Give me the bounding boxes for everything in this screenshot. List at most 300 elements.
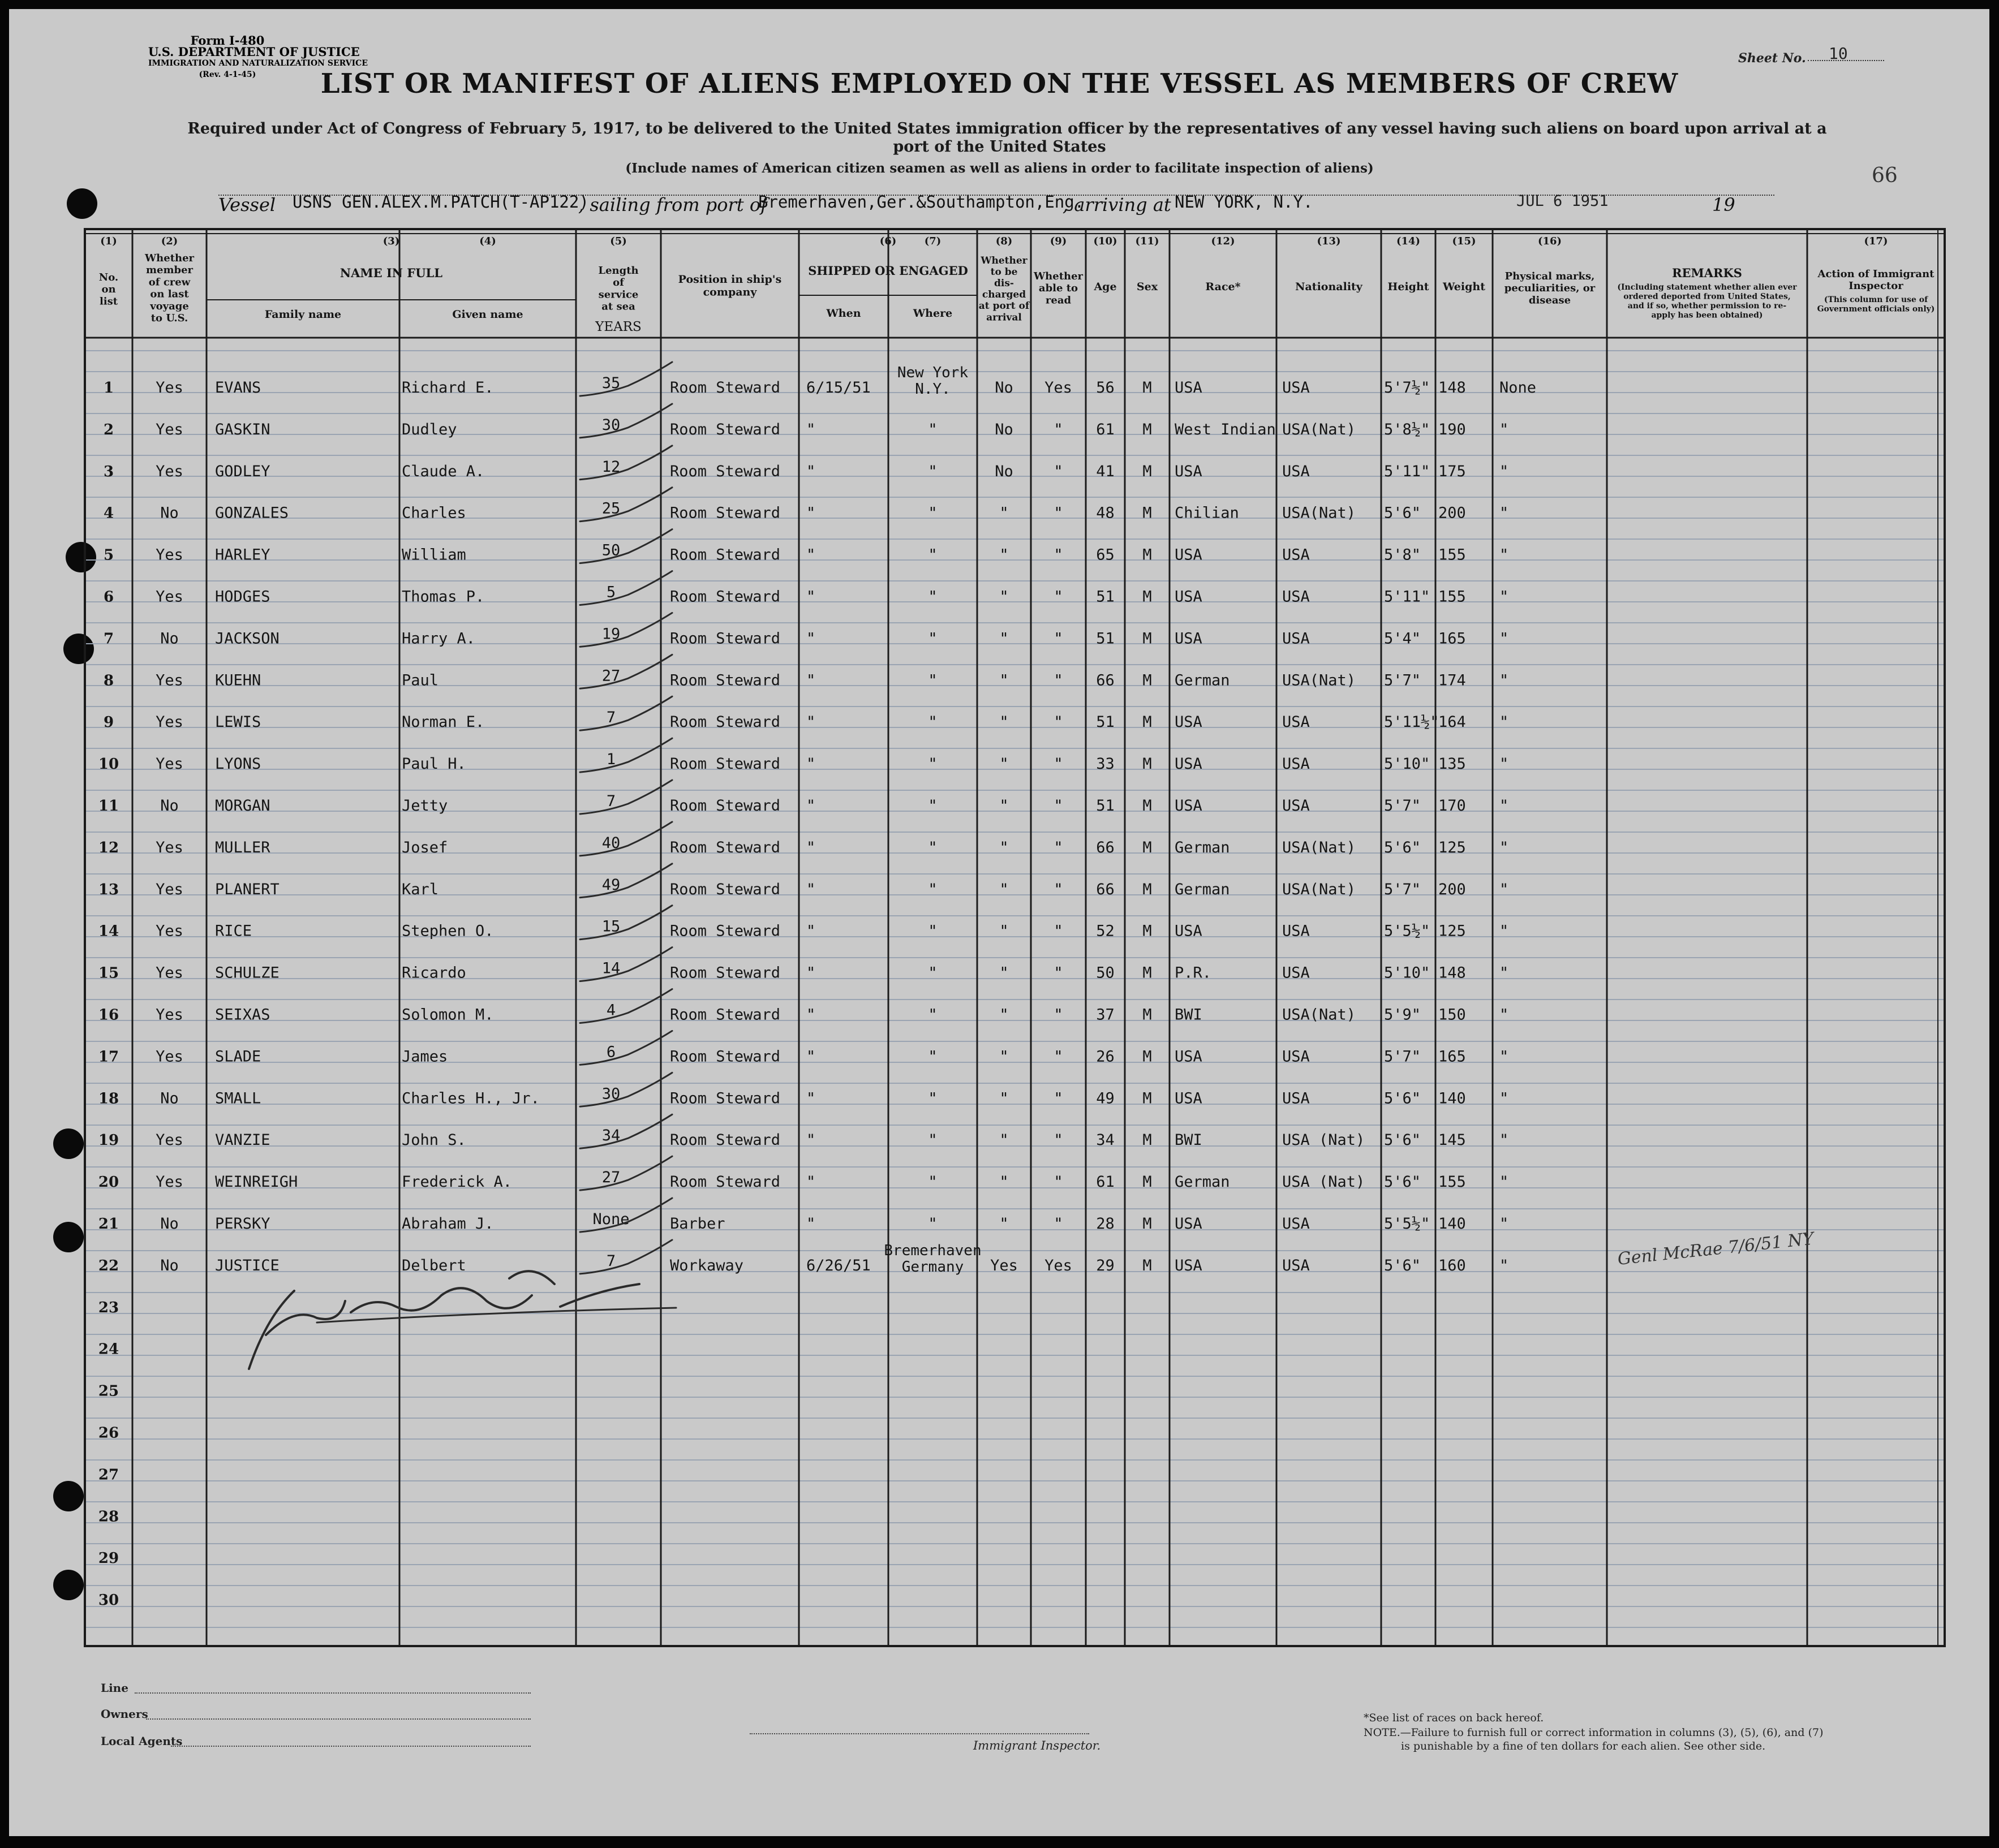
cell-able-to-read: " xyxy=(1054,588,1063,606)
cell-position: Room Steward xyxy=(670,1173,781,1191)
cell-weight: 164 xyxy=(1438,713,1466,731)
cell-height: 5'7" xyxy=(1384,797,1421,815)
cell-shipped-when: " xyxy=(806,1131,816,1149)
row-number: 11 xyxy=(98,798,119,815)
cell-able-to-read: " xyxy=(1054,880,1063,898)
column-number-6: (6) xyxy=(879,235,897,247)
cell-able-to-read: " xyxy=(1054,1173,1063,1191)
cell-nationality: USA(Nat) xyxy=(1282,838,1356,856)
row-number: 5 xyxy=(103,546,114,564)
cell-family-name: HODGES xyxy=(215,588,270,606)
cell-physical-marks: " xyxy=(1499,880,1509,898)
cell-sex: M xyxy=(1142,546,1152,564)
cell-shipped-when: " xyxy=(806,1215,816,1233)
header-years-unit: YEARS xyxy=(595,320,642,334)
row-number: 3 xyxy=(103,463,114,480)
cell-height: 5'6" xyxy=(1384,504,1421,522)
cell-discharged: " xyxy=(999,755,1009,773)
cell-weight: 155 xyxy=(1438,588,1466,606)
cell-height: 5'11" xyxy=(1384,462,1430,480)
cell-age: 26 xyxy=(1096,1048,1115,1066)
cell-height: 5'6" xyxy=(1384,1089,1421,1108)
cell-discharged: " xyxy=(999,1006,1009,1024)
header-race: Race* xyxy=(1205,281,1241,293)
cell-shipped-when: " xyxy=(806,1006,816,1024)
cell-family-name: MORGAN xyxy=(215,797,270,815)
note-penalty-cont: is punishable by a fine of ten dollars for each alien. See other side. xyxy=(1401,1740,1766,1752)
cell-discharged: " xyxy=(999,1131,1009,1149)
cell-age: 51 xyxy=(1096,630,1115,648)
cell-given-name: Richard E. xyxy=(402,379,494,397)
table-row xyxy=(98,1592,119,1609)
cell-shipped-when: " xyxy=(806,630,816,648)
row-number: 28 xyxy=(98,1508,119,1526)
note-races: *See list of races on back hereof. xyxy=(1364,1712,1544,1724)
cell-position: Room Steward xyxy=(670,462,781,480)
cell-nationality: USA xyxy=(1282,713,1310,731)
cell-shipped-where: Bremerhaven xyxy=(884,1242,982,1259)
cell-position: Room Steward xyxy=(670,755,781,773)
cell-height: 5'6" xyxy=(1384,1131,1421,1149)
cell-race: P.R. xyxy=(1175,964,1212,982)
subtitle-instructions: (Include names of American citizen seamen as well as aliens in order to facilitate inspection of aliens) xyxy=(625,161,1374,176)
cell-weight: 200 xyxy=(1438,880,1466,898)
cell-discharged: Yes xyxy=(990,1256,1018,1274)
header-name-in-full: NAME IN FULL xyxy=(339,266,443,280)
cell-nationality: USA(Nat) xyxy=(1282,671,1356,690)
header-age: Age xyxy=(1094,281,1117,293)
arriving-label: , arriving at xyxy=(1063,194,1171,216)
cell-years-service: 15 xyxy=(601,917,621,936)
column-number-7: (7) xyxy=(924,235,942,247)
cell-position: Room Steward xyxy=(670,588,781,606)
cell-family-name: SMALL xyxy=(215,1089,261,1108)
cell-age: 61 xyxy=(1096,420,1115,438)
cell-age: 51 xyxy=(1096,588,1115,606)
cell-able-to-read: " xyxy=(1054,713,1063,731)
header-remarks-note: (Including statement whether alien ever ordered deported from United States, and if so, whether permission to re-apply has been obtained) xyxy=(1617,283,1797,320)
cell-height: 5'5½" xyxy=(1384,1215,1430,1233)
cell-given-name: Frederick A. xyxy=(402,1173,513,1191)
cell-family-name: PERSKY xyxy=(215,1215,270,1233)
cell-sex: M xyxy=(1142,1048,1152,1066)
check-mark xyxy=(580,822,672,856)
cell-shipped-when: " xyxy=(806,588,816,606)
cell-crew-last-voyage: Yes xyxy=(156,1048,183,1066)
footer-line-field xyxy=(135,1692,531,1694)
cell-able-to-read: Yes xyxy=(1044,379,1072,397)
signature-underline xyxy=(317,1308,676,1323)
sheet-number: 10 xyxy=(1829,44,1848,63)
row-number: 23 xyxy=(98,1299,119,1316)
cell-race: USA xyxy=(1175,379,1202,397)
cell-physical-marks: " xyxy=(1499,671,1509,690)
cell-crew-last-voyage: Yes xyxy=(156,922,183,940)
header-position: Position in ship's company xyxy=(678,273,782,299)
cell-age: 56 xyxy=(1096,379,1115,397)
sailing-label: , sailing from port of xyxy=(578,194,767,216)
row-number: 22 xyxy=(98,1257,119,1274)
cell-crew-last-voyage: Yes xyxy=(156,588,183,606)
cell-physical-marks: " xyxy=(1499,630,1509,648)
header-discharged: Whether to be dis-charged at port of arrival xyxy=(978,255,1030,324)
handwritten-signature xyxy=(249,1271,639,1369)
cell-shipped-where: " xyxy=(928,1215,938,1233)
cell-able-to-read: " xyxy=(1054,462,1063,480)
cell-able-to-read: " xyxy=(1054,1006,1063,1024)
cell-family-name: JUSTICE xyxy=(215,1256,280,1274)
cell-physical-marks: " xyxy=(1499,838,1509,856)
cell-shipped-when: " xyxy=(806,504,816,522)
cell-age: 37 xyxy=(1096,1006,1115,1024)
cell-sex: M xyxy=(1142,588,1152,606)
cell-shipped-when: " xyxy=(806,462,816,480)
cell-race: West Indian xyxy=(1175,420,1276,438)
check-mark xyxy=(580,529,672,563)
cell-height: 5'6" xyxy=(1384,1173,1421,1191)
cell-height: 5'6" xyxy=(1384,838,1421,856)
check-mark xyxy=(580,906,672,940)
cell-age: 51 xyxy=(1096,713,1115,731)
cell-age: 48 xyxy=(1096,504,1115,522)
cell-shipped-where: " xyxy=(928,630,938,648)
column-number-9: (9) xyxy=(1050,235,1067,247)
inspector-signature-line xyxy=(750,1733,1089,1734)
cell-weight: 145 xyxy=(1438,1131,1466,1149)
footer-line-label: Line xyxy=(101,1681,128,1695)
table-row xyxy=(98,1425,119,1442)
cell-family-name: WEINREIGH xyxy=(215,1173,298,1191)
footer-owners-field xyxy=(146,1718,531,1720)
cell-weight: 125 xyxy=(1438,838,1466,856)
cell-age: 28 xyxy=(1096,1215,1115,1233)
cell-weight: 200 xyxy=(1438,504,1466,522)
cell-shipped-when: 6/15/51 xyxy=(806,379,871,397)
cell-race: USA xyxy=(1175,588,1202,606)
cell-sex: M xyxy=(1142,1173,1152,1191)
check-mark xyxy=(580,488,672,522)
cell-family-name: GODLEY xyxy=(215,462,270,480)
cell-age: 66 xyxy=(1096,838,1115,856)
cell-sex: M xyxy=(1142,1006,1152,1024)
cell-physical-marks: " xyxy=(1499,797,1509,815)
header-when: When xyxy=(826,307,861,320)
row-number: 26 xyxy=(98,1424,119,1442)
header-physical-marks: Physical marks, peculiarities, or disease xyxy=(1504,270,1596,307)
cell-crew-last-voyage: No xyxy=(160,1256,179,1274)
check-mark xyxy=(580,1031,672,1065)
cell-given-name: Ricardo xyxy=(402,964,466,982)
cell-position: Room Steward xyxy=(670,922,781,940)
cell-nationality: USA xyxy=(1282,964,1310,982)
subtitle-port: port of the United States xyxy=(893,138,1106,156)
cell-sex: M xyxy=(1142,797,1152,815)
cell-given-name: Abraham J. xyxy=(402,1215,494,1233)
cell-years-service: 7 xyxy=(606,709,616,727)
cell-weight: 170 xyxy=(1438,797,1466,815)
cell-physical-marks: " xyxy=(1499,922,1509,940)
cell-height: 5'11" xyxy=(1384,588,1430,606)
cell-shipped-when: " xyxy=(806,1173,816,1191)
cell-position: Workaway xyxy=(670,1256,744,1274)
cell-given-name: Stephen O. xyxy=(402,922,494,940)
cell-height: 5'8" xyxy=(1384,546,1421,564)
cell-able-to-read: " xyxy=(1054,964,1063,982)
cell-nationality: USA xyxy=(1282,922,1310,940)
cell-age: 51 xyxy=(1096,797,1115,815)
cell-shipped-where: " xyxy=(928,922,938,940)
cell-years-service: 30 xyxy=(601,1085,621,1103)
cell-remarks: Genl McRae 7/6/51 NY xyxy=(1617,1229,1815,1269)
row-number: 30 xyxy=(98,1592,119,1609)
cell-years-service: 19 xyxy=(601,625,621,643)
cell-physical-marks: " xyxy=(1499,1173,1509,1191)
cell-shipped-when: " xyxy=(806,922,816,940)
cell-nationality: USA xyxy=(1282,755,1310,773)
cell-position: Room Steward xyxy=(670,630,781,648)
cell-crew-last-voyage: No xyxy=(160,630,179,648)
cell-age: 61 xyxy=(1096,1173,1115,1191)
cell-shipped-where: " xyxy=(928,504,938,522)
check-mark xyxy=(580,613,672,647)
cell-physical-marks: " xyxy=(1499,462,1509,480)
cell-position: Room Steward xyxy=(670,1006,781,1024)
cell-shipped-where: " xyxy=(928,964,938,982)
cell-family-name: GASKIN xyxy=(215,420,270,438)
cell-physical-marks: " xyxy=(1499,964,1509,982)
row-number: 1 xyxy=(103,380,114,397)
form-department: U.S. DEPARTMENT OF JUSTICE xyxy=(148,45,360,59)
cell-race: USA xyxy=(1175,546,1202,564)
cell-shipped-when: " xyxy=(806,797,816,815)
header-family-name: Family name xyxy=(264,308,342,321)
note-penalty: NOTE.—Failure to furnish full or correct information in columns (3), (5), (6), and (7) xyxy=(1364,1726,1824,1739)
cell-given-name: Solomon M. xyxy=(402,1006,494,1024)
header-remarks: REMARKS xyxy=(1672,266,1742,280)
cell-family-name: LYONS xyxy=(215,755,261,773)
vessel-label: Vessel xyxy=(218,194,276,216)
column-number-14: (14) xyxy=(1396,235,1421,247)
cell-given-name: Harry A. xyxy=(402,630,476,648)
header-inspector-note: (This column for use of Government officials only) xyxy=(1817,295,1935,314)
cell-shipped-where: " xyxy=(928,755,938,773)
cell-physical-marks: None xyxy=(1499,379,1537,397)
cell-years-service: 34 xyxy=(601,1127,621,1145)
table-row xyxy=(98,1229,1816,1276)
cell-nationality: USA xyxy=(1282,797,1310,815)
cell-years-service: 27 xyxy=(601,667,621,685)
cell-race: USA xyxy=(1175,630,1202,648)
check-mark xyxy=(580,738,672,772)
cell-position: Room Steward xyxy=(670,1048,781,1066)
cell-position: Room Steward xyxy=(670,1131,781,1149)
cell-age: 33 xyxy=(1096,755,1115,773)
cell-age: 50 xyxy=(1096,964,1115,982)
cell-sex: M xyxy=(1142,713,1152,731)
check-mark xyxy=(580,1156,672,1190)
cell-shipped-where: " xyxy=(928,546,938,564)
cell-weight: 148 xyxy=(1438,379,1466,397)
column-number-11: (11) xyxy=(1135,235,1159,247)
table-row xyxy=(98,1383,119,1400)
cell-given-name: Norman E. xyxy=(402,713,485,731)
cell-height: 5'7" xyxy=(1384,1048,1421,1066)
cell-weight: 135 xyxy=(1438,755,1466,773)
cell-shipped-where: " xyxy=(928,1089,938,1108)
cell-height: 5'7" xyxy=(1384,880,1421,898)
cell-position: Room Steward xyxy=(670,671,781,690)
cell-discharged: " xyxy=(999,922,1009,940)
cell-sex: M xyxy=(1142,379,1152,397)
cell-physical-marks: " xyxy=(1499,1048,1509,1066)
cell-given-name: Charles H., Jr. xyxy=(402,1089,540,1108)
cell-position: Room Steward xyxy=(670,713,781,731)
subtitle-act: Required under Act of Congress of February 5, 1917, to be delivered to the United States immigration officer by the representatives of any vessel having such aliens on board upon arrival at a xyxy=(187,120,1827,137)
cell-sex: M xyxy=(1142,755,1152,773)
cell-discharged: " xyxy=(999,504,1009,522)
check-mark xyxy=(580,947,672,981)
cell-years-service: 7 xyxy=(606,1252,616,1270)
cell-weight: 165 xyxy=(1438,630,1466,648)
cell-years-service: 49 xyxy=(601,876,621,894)
cell-shipped-where: " xyxy=(928,1048,938,1066)
cell-crew-last-voyage: No xyxy=(160,797,179,815)
cell-race: USA xyxy=(1175,1048,1202,1066)
cell-family-name: VANZIE xyxy=(215,1131,270,1149)
cell-race: BWI xyxy=(1175,1131,1202,1149)
cell-given-name: Karl xyxy=(402,880,439,898)
cell-shipped-where-line2: Germany xyxy=(901,1258,964,1276)
header-crew-last-voyage: Whether member of crew on last voyage to U.S. xyxy=(144,252,195,325)
cell-discharged: " xyxy=(999,630,1009,648)
cell-nationality: USA(Nat) xyxy=(1282,1006,1356,1024)
cell-discharged: " xyxy=(999,546,1009,564)
cell-able-to-read: " xyxy=(1054,922,1063,940)
row-number: 21 xyxy=(98,1216,119,1233)
cell-years-service: 7 xyxy=(606,792,616,810)
header-where: Where xyxy=(913,307,953,320)
cell-physical-marks: " xyxy=(1499,1215,1509,1233)
cell-crew-last-voyage: No xyxy=(160,1215,179,1233)
column-number-4: (4) xyxy=(479,235,496,247)
cell-nationality: USA xyxy=(1282,546,1310,564)
table-row xyxy=(98,1508,119,1525)
check-mark xyxy=(580,404,672,438)
cell-family-name: PLANERT xyxy=(215,880,280,898)
cell-shipped-when: " xyxy=(806,546,816,564)
header-nationality: Nationality xyxy=(1295,281,1362,293)
cell-able-to-read: " xyxy=(1054,797,1063,815)
cell-sex: M xyxy=(1142,1089,1152,1108)
cell-race: USA xyxy=(1175,1256,1202,1274)
cell-race: German xyxy=(1175,1173,1230,1191)
cell-years-service: 25 xyxy=(601,499,621,518)
cell-race: USA xyxy=(1175,1089,1202,1108)
cell-physical-marks: " xyxy=(1499,713,1509,731)
check-mark xyxy=(580,446,672,480)
cell-age: 66 xyxy=(1096,880,1115,898)
cell-discharged: " xyxy=(999,964,1009,982)
cell-race: USA xyxy=(1175,462,1202,480)
cell-height: 5'7½" xyxy=(1384,379,1430,397)
cell-nationality: USA(Nat) xyxy=(1282,880,1356,898)
cell-race: USA xyxy=(1175,797,1202,815)
cell-physical-marks: " xyxy=(1499,1256,1509,1274)
row-number: 15 xyxy=(98,964,119,982)
cell-given-name: John S. xyxy=(402,1131,466,1149)
table-row xyxy=(98,1466,119,1483)
row-number: 12 xyxy=(98,839,119,856)
cell-crew-last-voyage: Yes xyxy=(156,1173,183,1191)
cell-able-to-read: " xyxy=(1054,420,1063,438)
cell-shipped-where: " xyxy=(928,1006,938,1024)
cell-weight: 155 xyxy=(1438,1173,1466,1191)
cell-height: 5'9" xyxy=(1384,1006,1421,1024)
cell-years-service: 30 xyxy=(601,416,621,434)
cell-physical-marks: " xyxy=(1499,588,1509,606)
cell-family-name: SEIXAS xyxy=(215,1006,270,1024)
cell-age: 29 xyxy=(1096,1256,1115,1274)
page-title: LIST OR MANIFEST OF ALIENS EMPLOYED ON THE VESSEL AS MEMBERS OF CREW xyxy=(320,68,1679,100)
cell-shipped-when: " xyxy=(806,964,816,982)
cell-nationality: USA xyxy=(1282,1215,1310,1233)
cell-given-name: William xyxy=(402,546,466,564)
cell-nationality: USA xyxy=(1282,630,1310,648)
cell-nationality: USA xyxy=(1282,1256,1310,1274)
cell-sex: M xyxy=(1142,504,1152,522)
cell-given-name: Josef xyxy=(402,838,448,856)
check-mark xyxy=(580,696,672,730)
cell-years-service: 4 xyxy=(606,1001,616,1019)
cell-weight: 160 xyxy=(1438,1256,1466,1274)
cell-race: BWI xyxy=(1175,1006,1202,1024)
cell-able-to-read: Yes xyxy=(1044,1256,1072,1274)
cell-shipped-when: " xyxy=(806,838,816,856)
row-number: 8 xyxy=(103,672,114,690)
cell-years-service: 12 xyxy=(601,458,621,476)
row-number: 29 xyxy=(98,1550,119,1567)
cell-discharged: " xyxy=(999,1215,1009,1233)
cell-height: 5'8½" xyxy=(1384,420,1430,438)
cell-weight: 140 xyxy=(1438,1215,1466,1233)
row-number: 2 xyxy=(103,421,114,438)
cell-race: USA xyxy=(1175,1215,1202,1233)
cell-given-name: James xyxy=(402,1048,448,1066)
cell-able-to-read: " xyxy=(1054,671,1063,690)
cell-crew-last-voyage: Yes xyxy=(156,755,183,773)
cell-crew-last-voyage: Yes xyxy=(156,462,183,480)
cell-position: Room Steward xyxy=(670,838,781,856)
cell-able-to-read: " xyxy=(1054,1089,1063,1108)
cell-shipped-where: " xyxy=(928,838,938,856)
cell-discharged: No xyxy=(995,420,1013,438)
cell-shipped-when: " xyxy=(806,1089,816,1108)
row-number: 27 xyxy=(98,1466,119,1484)
cell-nationality: USA xyxy=(1282,588,1310,606)
check-mark xyxy=(580,362,672,396)
row-number: 7 xyxy=(103,630,114,648)
cell-shipped-where: " xyxy=(928,588,938,606)
row-number: 4 xyxy=(103,505,114,522)
cell-shipped-when: " xyxy=(806,671,816,690)
cell-physical-marks: " xyxy=(1499,1131,1509,1149)
cell-height: 5'4" xyxy=(1384,630,1421,648)
cell-race: USA xyxy=(1175,713,1202,731)
cell-discharged: " xyxy=(999,1173,1009,1191)
cell-shipped-where: " xyxy=(928,462,938,480)
header-given-name: Given name xyxy=(452,308,523,321)
cell-weight: 165 xyxy=(1438,1048,1466,1066)
